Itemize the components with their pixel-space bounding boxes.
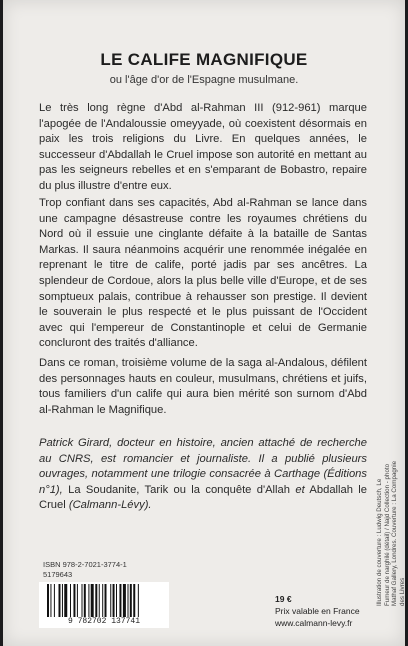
barcode-bar — [99, 584, 100, 617]
price-note: Prix valable en France — [275, 606, 360, 616]
credits-text: Illustration de couverture : Ludwig Deutsch, Le Fumeur de narghilé (détail) / Najd Collection - photo Mathaf Gallery, Londres. Couverture : La Compagnie des Livres — [376, 460, 406, 606]
barcode-bar — [138, 584, 139, 617]
barcode-bar — [88, 584, 89, 617]
barcode-bar — [105, 584, 107, 617]
barcode-bar — [123, 584, 126, 617]
barcode-bar — [62, 584, 63, 617]
barcode-bar — [133, 584, 135, 617]
publisher-website: www.calmann-levy.fr — [275, 618, 353, 628]
book-title: LE CALIFE MAGNIFIQUE — [100, 50, 308, 69]
barcode-bar — [119, 584, 121, 617]
barcode-bar — [130, 584, 132, 617]
illustration-credits — [376, 456, 406, 606]
barcode-digits: 9 782702 137741 — [67, 617, 140, 626]
barcode — [39, 582, 169, 628]
author-bio-publisher: (Calmann-Lévy). — [68, 499, 152, 512]
back-cover — [3, 0, 405, 646]
barcode-bar — [128, 584, 129, 617]
book-subtitle: ou l'âge d'or de l'Espagne musulmane. — [109, 74, 299, 86]
barcode-bar — [77, 584, 78, 617]
barcode-bar — [116, 584, 117, 617]
author-bio — [39, 436, 367, 514]
barcode-bar — [73, 584, 75, 617]
barcode-bar — [82, 584, 83, 617]
barcode-bar — [64, 584, 67, 617]
barcode-bar — [102, 584, 103, 617]
isbn-number: ISBN 978-2-7021-3774-1 — [43, 560, 127, 569]
synopsis-paragraph-1: Le très long règne d'Abd al-Rahman III (912-961) marque l'apogée de l'Andaloussie omeyyade, où coexistent désormais en paix les trois religions du Livre. En quelques années, le successeur d'Abdallah le Cruel impose son autorité en mettant au pas les seigneurs rebelles et en s'emparant de Bobastro, repaire du plus illustre d'entre eux. — [39, 102, 367, 192]
barcode-bar — [59, 584, 61, 617]
barcode-bar — [50, 584, 51, 617]
synopsis-paragraph-2: Trop confiant dans ses capacités, Abd al-Rahman se lance dans une campagne désastreuse contre les royaumes chrétiens du Nord où il essuie une cinglante défaite à la bataille de Santas Markas. Il saura néanmoins acquérir une renommée inégalée en reprenant le titre de calife, porté jadis par ses ancêtres. La splendeur de Cordoue, alors la plus belle ville d'Europe, et de ses somptueux palais, contribue à rehausser son prestige. Il devient le souverain le plus respecté et le plus puissant de l'Occident avec qui l'empereur de Constantinople et celui de Germanie concluront des traités d'alliance. — [39, 197, 367, 350]
price-amount: 19 € — [275, 594, 292, 604]
barcode-bar — [47, 584, 49, 617]
barcode-bars — [47, 584, 161, 617]
synopsis-paragraph-3: Dans ce roman, troisième volume de la saga al-Andalous, défilent des personnages hauts en couleur, musulmans, chrétiens et juifs, tous familiers d'un calife qui aura bien mérité son surnom d'Abd al-Rahman le Magnifique. — [39, 357, 367, 416]
author-bio-et: et — [295, 483, 305, 496]
author-book-2: Abdallah le Cruel — [39, 483, 368, 512]
author-book-1: La Soudanite, Tarik ou la conquête d'Allah — [68, 483, 290, 496]
author-bio-intro: Patrick Girard, docteur en histoire, ancien attaché de recherche au CNRS, est romancier et journaliste. Il a publié plusieurs ouvrages, notamment une trilogie consacrée à Carthage (Éditions n°1), — [39, 437, 367, 496]
barcode-bar — [91, 584, 94, 617]
barcode-bar — [84, 584, 86, 617]
price-block — [275, 593, 360, 629]
barcode-bar — [113, 584, 115, 617]
product-code: 5179643 — [43, 570, 73, 579]
isbn-block — [43, 560, 127, 580]
barcode-bar — [110, 584, 111, 617]
barcode-bar — [54, 584, 55, 617]
barcode-bar — [70, 584, 71, 617]
barcode-bar — [95, 584, 97, 617]
